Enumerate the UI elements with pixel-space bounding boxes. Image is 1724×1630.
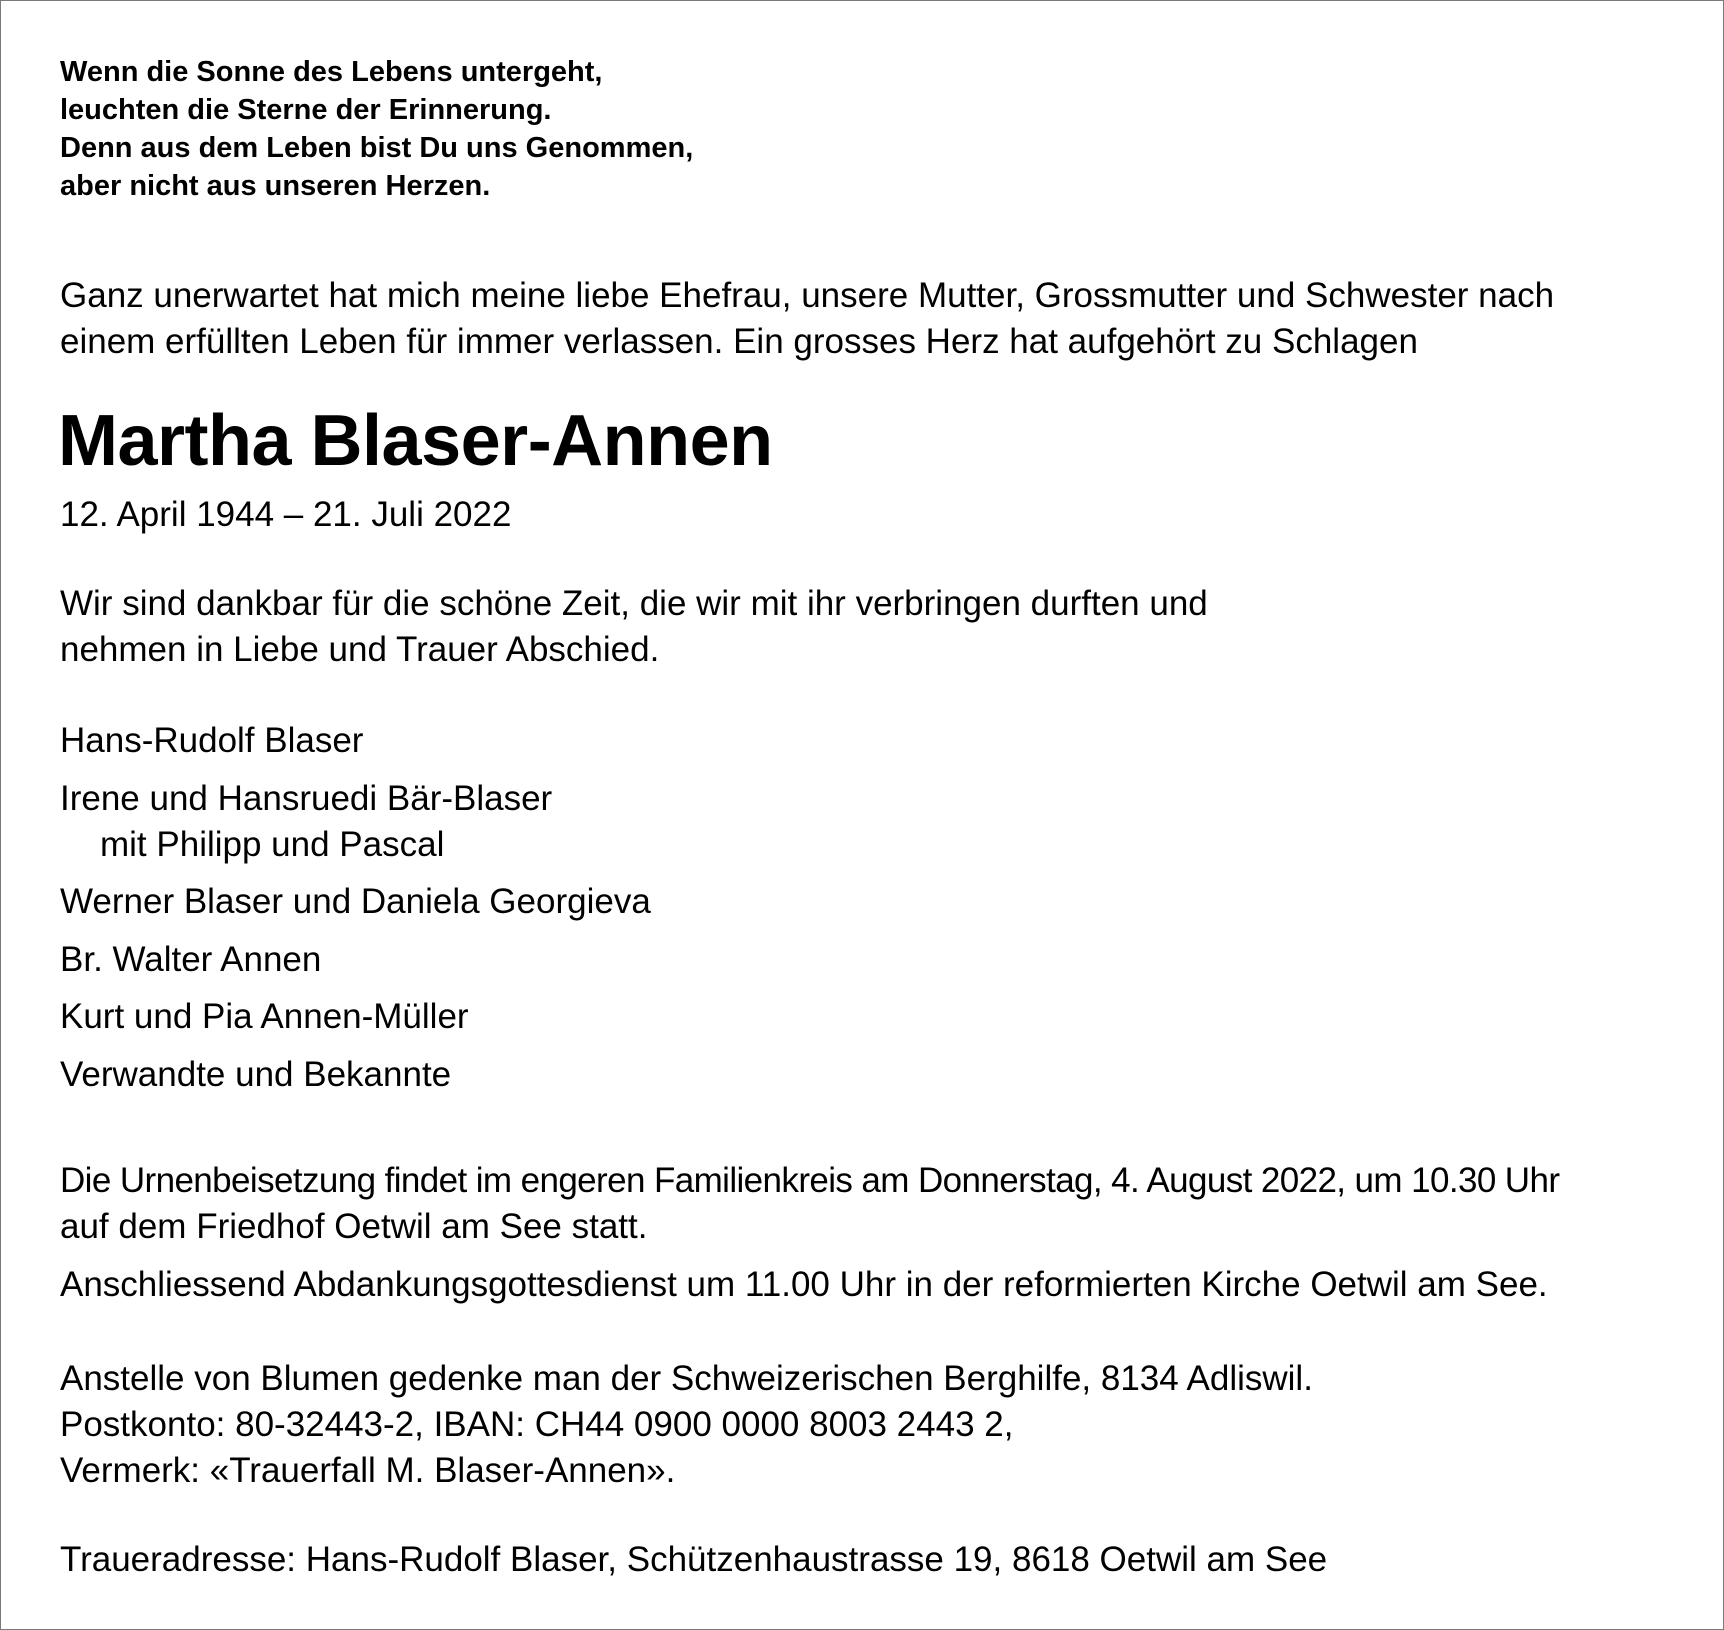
ceremony-line: Die Urnenbeisetzung findet im engeren Familienkreis am Donnerstag, 4. August 2022, um 10.30 Uhr <box>60 1161 1560 1200</box>
mourning-address: Traueradresse: Hans-Rudolf Blaser, Schützenhaustrasse 19, 8618 Oetwil am See <box>60 1540 1328 1579</box>
mourner-entry: Werner Blaser und Daniela Georgieva <box>60 882 651 921</box>
motto-verse <box>60 53 693 205</box>
mourner-entry: Verwandte und Bekannte <box>60 1055 452 1094</box>
ceremony-line: auf dem Friedhof Oetwil am See statt. <box>60 1207 648 1246</box>
motto-line: Denn aus dem Leben bist Du uns Genommen, <box>60 132 694 164</box>
motto-line: Wenn die Sonne des Lebens untergeht, <box>60 56 603 88</box>
mourner-entry: Kurt und Pia Annen-Müller <box>60 997 469 1036</box>
mourner-entry: Hans-Rudolf Blaser <box>60 721 364 760</box>
intro-line: Ganz unerwartet hat mich meine liebe Ehefrau, unsere Mutter, Grossmutter und Schwester nach <box>60 276 1555 315</box>
gratitude-line: nehmen in Liebe und Trauer Abschied. <box>60 630 660 669</box>
intro-line: einem erfüllten Leben für immer verlassen. Ein grosses Herz hat aufgehört zu Schlagen <box>60 322 1418 361</box>
donation-line: Postkonto: 80-32443-2, IBAN: CH44 0900 0000 8003 2443 2, <box>60 1405 1014 1444</box>
deceased-name: Martha Blaser-Annen <box>58 401 773 481</box>
donation-line: Anstelle von Blumen gedenke man der Schweizerischen Berghilfe, 8134 Adliswil. <box>60 1359 1313 1398</box>
motto-line: leuchten die Sterne der Erinnerung. <box>60 94 552 126</box>
mourner-entry-sub: mit Philipp und Pascal <box>100 825 445 864</box>
mourner-entry: Irene und Hansruedi Bär-Blaser <box>60 779 553 818</box>
ceremony-line: Anschliessend Abdankungsgottesdienst um 11.00 Uhr in der reformierten Kirche Oetwil am See. <box>60 1265 1548 1304</box>
gratitude-line: Wir sind dankbar für die schöne Zeit, die wir mit ihr verbringen durften und <box>60 584 1208 623</box>
donation-line: Vermerk: «Trauerfall M. Blaser-Annen». <box>60 1451 676 1490</box>
mourner-entry: Br. Walter Annen <box>60 940 322 979</box>
motto-line: aber nicht aus unseren Herzen. <box>60 170 491 202</box>
life-dates: 12. April 1944 – 21. Juli 2022 <box>60 495 512 534</box>
